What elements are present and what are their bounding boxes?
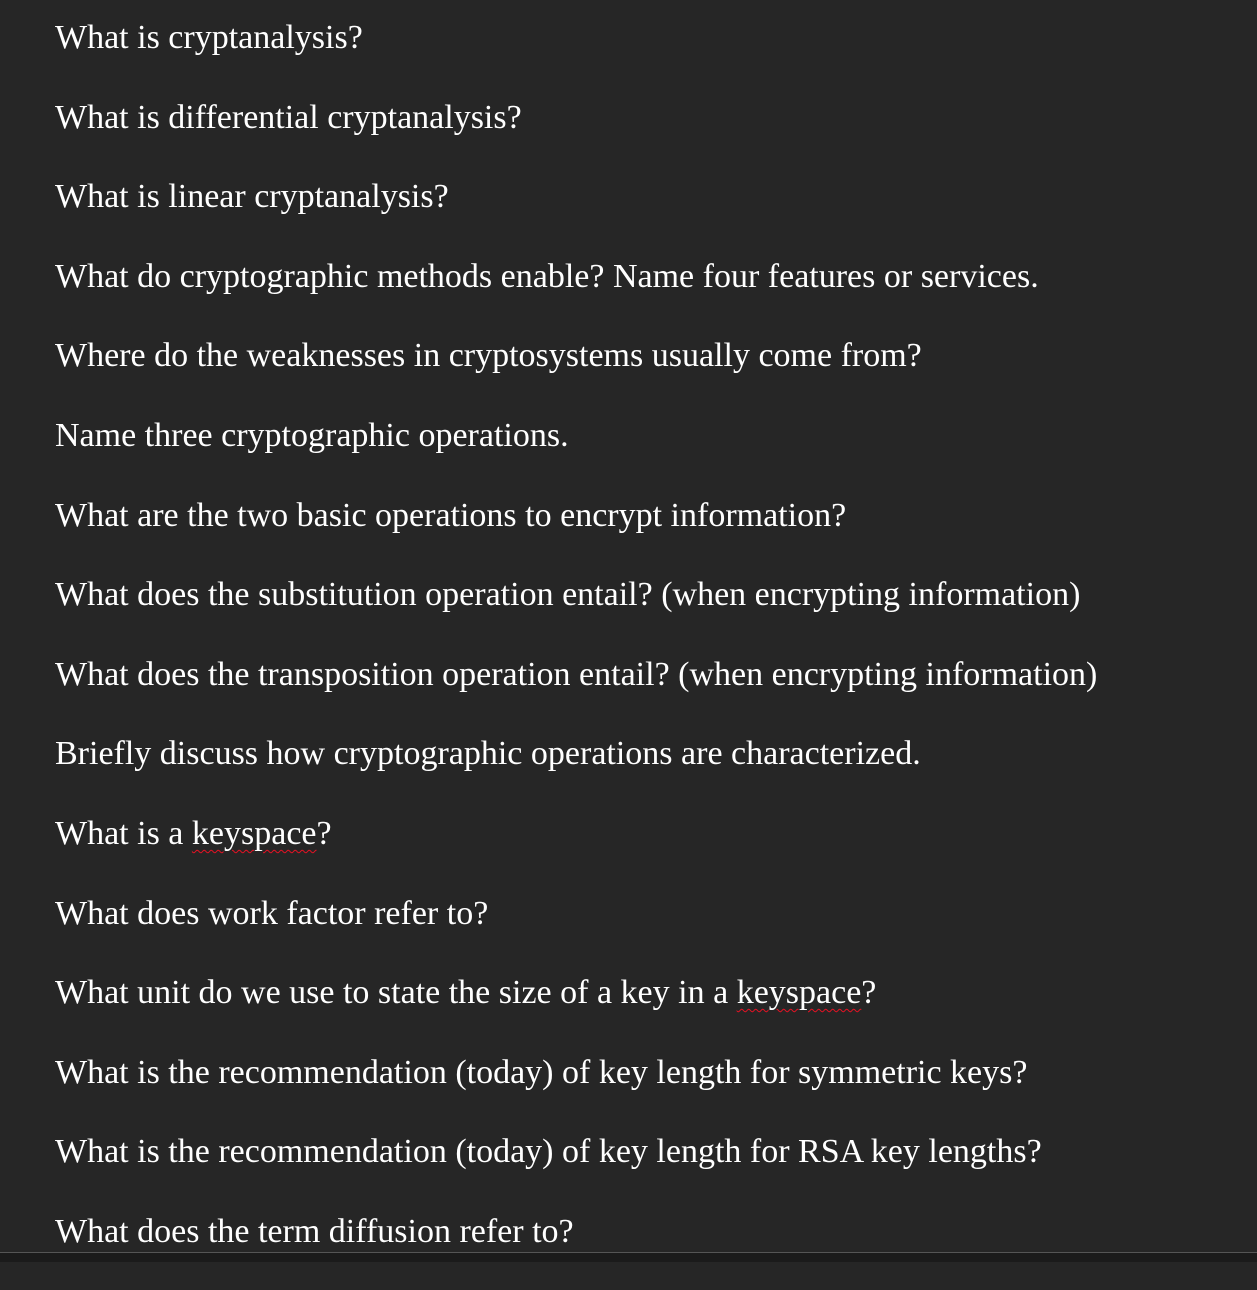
- question-paragraph[interactable]: What does the transposition operation entail? (when encrypting information): [55, 655, 1098, 693]
- document-body[interactable]: [55, 16, 1097, 1290]
- question-paragraph[interactable]: What are the two basic operations to encrypt information?: [55, 496, 847, 534]
- question-text: ?: [316, 814, 332, 852]
- question-paragraph-keyspace[interactable]: [55, 812, 1097, 892]
- question-paragraph[interactable]: Name three cryptographic operations.: [55, 416, 569, 454]
- question-text: What is a: [55, 814, 192, 852]
- question-paragraph[interactable]: What do cryptographic methods enable? Name four features or services.: [55, 257, 1039, 295]
- question-paragraph[interactable]: Where do the weaknesses in cryptosystems usually come from?: [55, 337, 922, 375]
- question-paragraph[interactable]: What does the substitution operation entail? (when encrypting information): [55, 576, 1081, 614]
- question-paragraph[interactable]: What is the recommendation (today) of key length for symmetric keys?: [55, 1053, 1028, 1091]
- question-paragraph[interactable]: What does work factor refer to?: [55, 894, 489, 932]
- question-paragraph[interactable]: What is linear cryptanalysis?: [55, 178, 449, 216]
- question-paragraph[interactable]: What is the recommendation (today) of key length for RSA key lengths?: [55, 1133, 1042, 1171]
- question-paragraph[interactable]: What is cryptanalysis?: [55, 19, 363, 56]
- spellcheck-flagged-word[interactable]: keyspace: [736, 974, 862, 1012]
- question-paragraph[interactable]: What is differential cryptanalysis?: [55, 98, 522, 136]
- question-paragraph[interactable]: What does the term diffusion refer to?: [55, 1212, 574, 1250]
- question-paragraph[interactable]: Briefly discuss how cryptographic operations are characterized.: [55, 735, 921, 773]
- question-text: What unit do we use to state the size of a key in a: [55, 974, 737, 1012]
- question-paragraph-keyspace-unit[interactable]: [55, 971, 1097, 1051]
- spellcheck-flagged-word[interactable]: keyspace: [191, 814, 317, 852]
- question-text: ?: [861, 974, 877, 1012]
